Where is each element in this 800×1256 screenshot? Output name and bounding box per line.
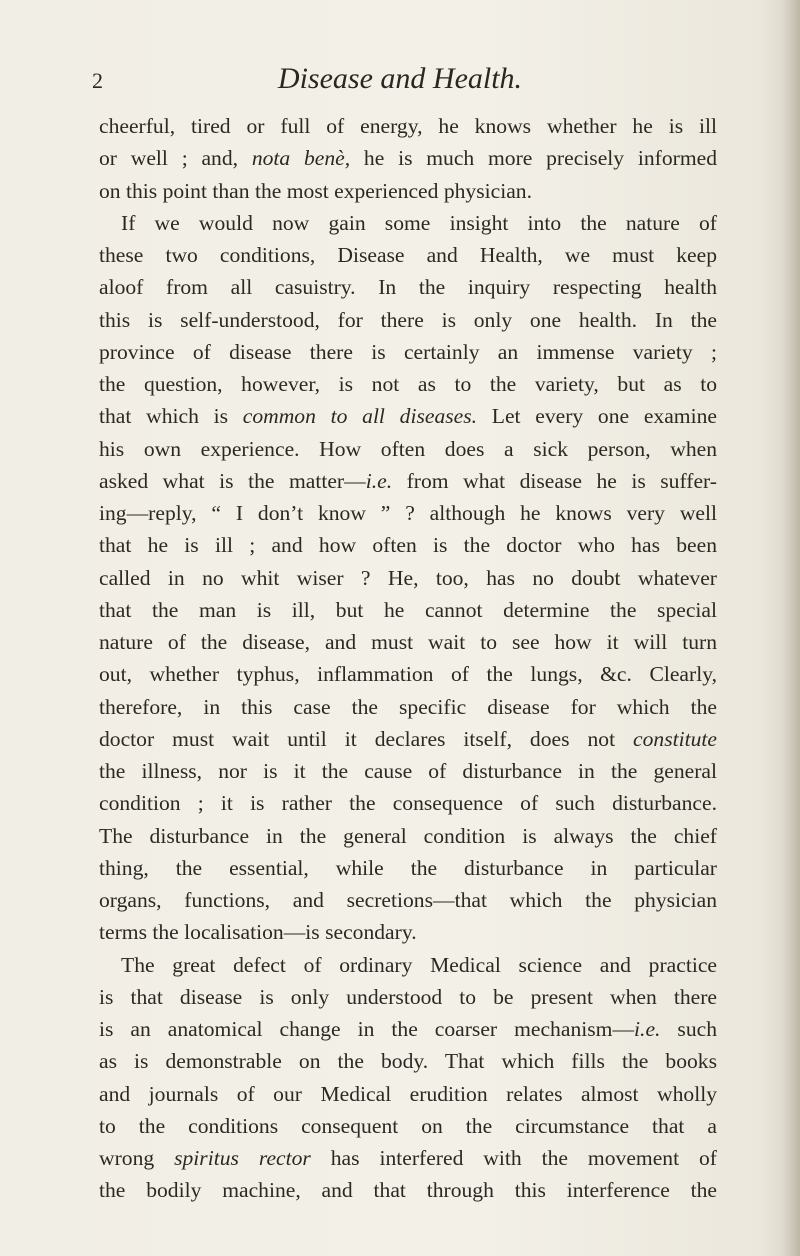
text-line [99, 175, 717, 207]
text-run: has interfered with the movement of [310, 1146, 717, 1170]
page-edge-shadow [782, 0, 800, 1256]
text-run: from what disease he is suffer- [392, 468, 717, 493]
text-run: that the man is ill, but he cannot determine the special [99, 597, 717, 622]
italic-text-run: constitute [633, 726, 717, 751]
text-run: The great defect of ordinary Medical science and practice [121, 952, 717, 977]
text-run: his own experience. How often does a sick person, when [99, 436, 717, 461]
text-line [99, 562, 717, 594]
text-run: nature of the disease, and must wait to see how it will turn [99, 630, 717, 654]
text-line [99, 271, 717, 303]
text-run: as is demonstrable on the body. That which fills the books [99, 1049, 717, 1074]
text-run: doctor must wait until it declares itself, does not [99, 726, 634, 751]
text-line [99, 626, 717, 658]
text-line [99, 465, 717, 497]
text-line [99, 433, 717, 465]
text-line [99, 981, 717, 1013]
text-line [99, 1045, 717, 1077]
italic-text-run: nota benè, [251, 146, 351, 171]
text-line [99, 723, 717, 755]
text-run: and journals of our Medical erudition relates almost wholly [99, 1081, 717, 1106]
italic-text-run: common to all diseases. [242, 404, 478, 429]
text-line [99, 852, 717, 884]
text-line [99, 1174, 717, 1206]
text-run: to the conditions consequent on the circumstance that a [99, 1113, 717, 1138]
text-line [99, 787, 717, 819]
text-line [99, 916, 717, 948]
text-run: condition ; it is rather the consequence of such disturbance. [99, 791, 717, 816]
text-run: the bodily machine, and that through this interference the [99, 1178, 717, 1203]
text-run: is that disease is only understood to be present when there [99, 984, 717, 1009]
italic-text-run: i.e. [365, 468, 393, 493]
italic-text-run: spiritus rector [174, 1146, 311, 1170]
text-line [99, 755, 717, 787]
text-line [99, 368, 717, 400]
text-line [99, 142, 717, 174]
text-line [99, 949, 717, 981]
text-line [99, 529, 717, 561]
text-run: province of disease there is certainly an immense variety ; [99, 339, 717, 364]
body-text [99, 110, 717, 1207]
text-run: If we would now gain some insight into the nature of [121, 210, 717, 235]
text-line [99, 400, 717, 432]
text-line [99, 110, 717, 142]
text-run: he is much more precisely informed [350, 146, 717, 171]
italic-text-run: i.e. [634, 1017, 661, 1041]
text-line [99, 884, 717, 916]
text-run: such [660, 1017, 718, 1041]
text-run: aloof from all casuistry. In the inquiry respecting health [99, 275, 717, 300]
text-line [99, 691, 717, 723]
text-line [99, 497, 717, 529]
text-line [99, 207, 717, 239]
running-title: Disease and Health. [277, 62, 523, 95]
text-run: thing, the essential, while the disturbance in particular [99, 855, 717, 880]
text-run: wrong [99, 1146, 175, 1170]
text-run: on this point than the most experienced physician. [99, 178, 532, 203]
text-run: that he is ill ; and how often is the doctor who has been [99, 533, 717, 558]
text-run: the illness, nor is it the cause of disturbance in the general [99, 759, 717, 783]
text-line [99, 820, 717, 852]
text-run: that which is [99, 404, 243, 429]
text-run: therefore, in this case the specific disease for which the [99, 694, 717, 719]
text-run: is an anatomical change in the coarser mechanism— [99, 1017, 635, 1041]
text-run: called in no whit wiser ? He, too, has no doubt whatever [99, 565, 717, 590]
text-line [99, 658, 717, 690]
text-line [99, 1142, 717, 1174]
text-run: organs, functions, and secretions—that which the physician [99, 888, 717, 912]
text-run: cheerful, tired or full of energy, he knows whether he is ill [99, 114, 717, 138]
text-run: The disturbance in the general condition is always the chief [99, 823, 717, 848]
text-run: Let every one examine [477, 404, 717, 429]
text-line [99, 1078, 717, 1110]
text-run: terms the localisation—is secondary. [99, 920, 417, 945]
text-line [99, 594, 717, 626]
text-line [99, 1013, 717, 1045]
text-run: ing—reply, “ I don’t know ” ? although he knows very well [99, 501, 717, 525]
text-line [99, 239, 717, 271]
text-run: this is self-understood, for there is only one health. In the [99, 307, 717, 332]
text-line [99, 1110, 717, 1142]
text-run: the question, however, is not as to the variety, but as to [99, 372, 717, 396]
text-line [99, 336, 717, 368]
text-run: asked what is the matter— [99, 468, 366, 493]
text-run: or well ; and, [99, 146, 252, 171]
text-run: these two conditions, Disease and Health, we must keep [99, 243, 717, 267]
page-number: 2 [92, 68, 103, 93]
text-line [99, 304, 717, 336]
text-run: out, whether typhus, inflammation of the lungs, &c. Clearly, [99, 662, 717, 687]
